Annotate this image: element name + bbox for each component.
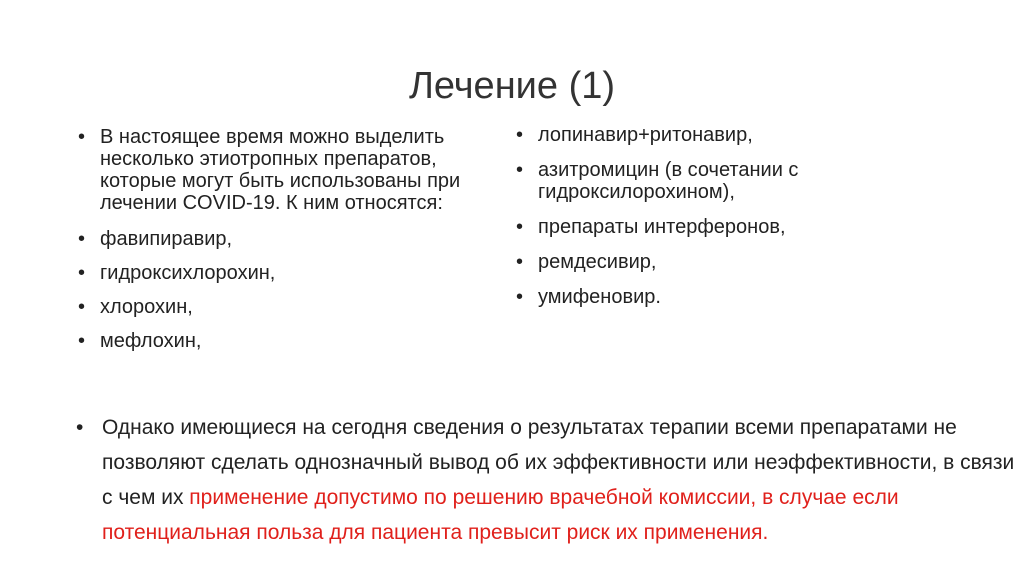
list-item-text: препараты интерферонов, bbox=[538, 216, 786, 238]
list-item-text: ремдесивир, bbox=[538, 251, 657, 273]
bullet-icon: • bbox=[78, 262, 86, 284]
list-item-text: мефлохин, bbox=[100, 330, 202, 352]
bullet-icon: • bbox=[516, 216, 524, 238]
conclusion-list bbox=[76, 410, 1016, 550]
list-item-text: лопинавир+ритонавир, bbox=[538, 124, 753, 146]
list-item-text: азитромицин (в сочетании с гидроксилорохином), bbox=[538, 159, 799, 203]
bullet-icon: • bbox=[78, 228, 86, 250]
bullet-icon: • bbox=[78, 330, 86, 352]
list-item bbox=[516, 251, 916, 273]
list-item bbox=[516, 124, 916, 146]
bullet-icon: • bbox=[516, 251, 524, 273]
conclusion-paragraph bbox=[76, 410, 1016, 550]
list-item-text: В настоящее время можно выделить несколько этиотропных препаратов, которые могут быть использованы при лечении COVID-19. К ним относятся: bbox=[100, 126, 461, 214]
list-item bbox=[78, 330, 508, 352]
list-item bbox=[78, 126, 508, 214]
list-item bbox=[516, 286, 916, 308]
bullet-icon: • bbox=[516, 124, 524, 146]
list-item bbox=[78, 296, 508, 318]
list-item bbox=[516, 159, 916, 203]
conclusion-highlight: применение допустимо по решению врачебной комиссии, в случае если потенциальная польза для пациента превысит риск их применения. bbox=[102, 486, 899, 544]
left-bullet-list bbox=[78, 126, 508, 364]
conclusion-text: Однако имеющиеся на сегодня сведения о результатах терапии всеми препаратами не позволяют сделать однозначный вывод об их эффективности или неэффективности, в связи с чем их bbox=[102, 416, 1015, 509]
bullet-icon: • bbox=[76, 416, 84, 439]
list-item-text: хлорохин, bbox=[100, 296, 193, 318]
bullet-icon: • bbox=[78, 126, 86, 148]
bullet-icon: • bbox=[516, 159, 524, 181]
list-item bbox=[78, 228, 508, 250]
right-bullet-list bbox=[516, 124, 916, 321]
bullet-icon: • bbox=[78, 296, 86, 318]
list-item bbox=[516, 216, 916, 238]
bullet-icon: • bbox=[516, 286, 524, 308]
list-item-text: гидроксихлорохин, bbox=[100, 262, 276, 284]
list-item-text: фавипиравир, bbox=[100, 228, 233, 250]
list-item bbox=[78, 262, 508, 284]
slide-title: Лечение (1) bbox=[408, 65, 616, 107]
list-item-text: умифеновир. bbox=[538, 286, 661, 308]
